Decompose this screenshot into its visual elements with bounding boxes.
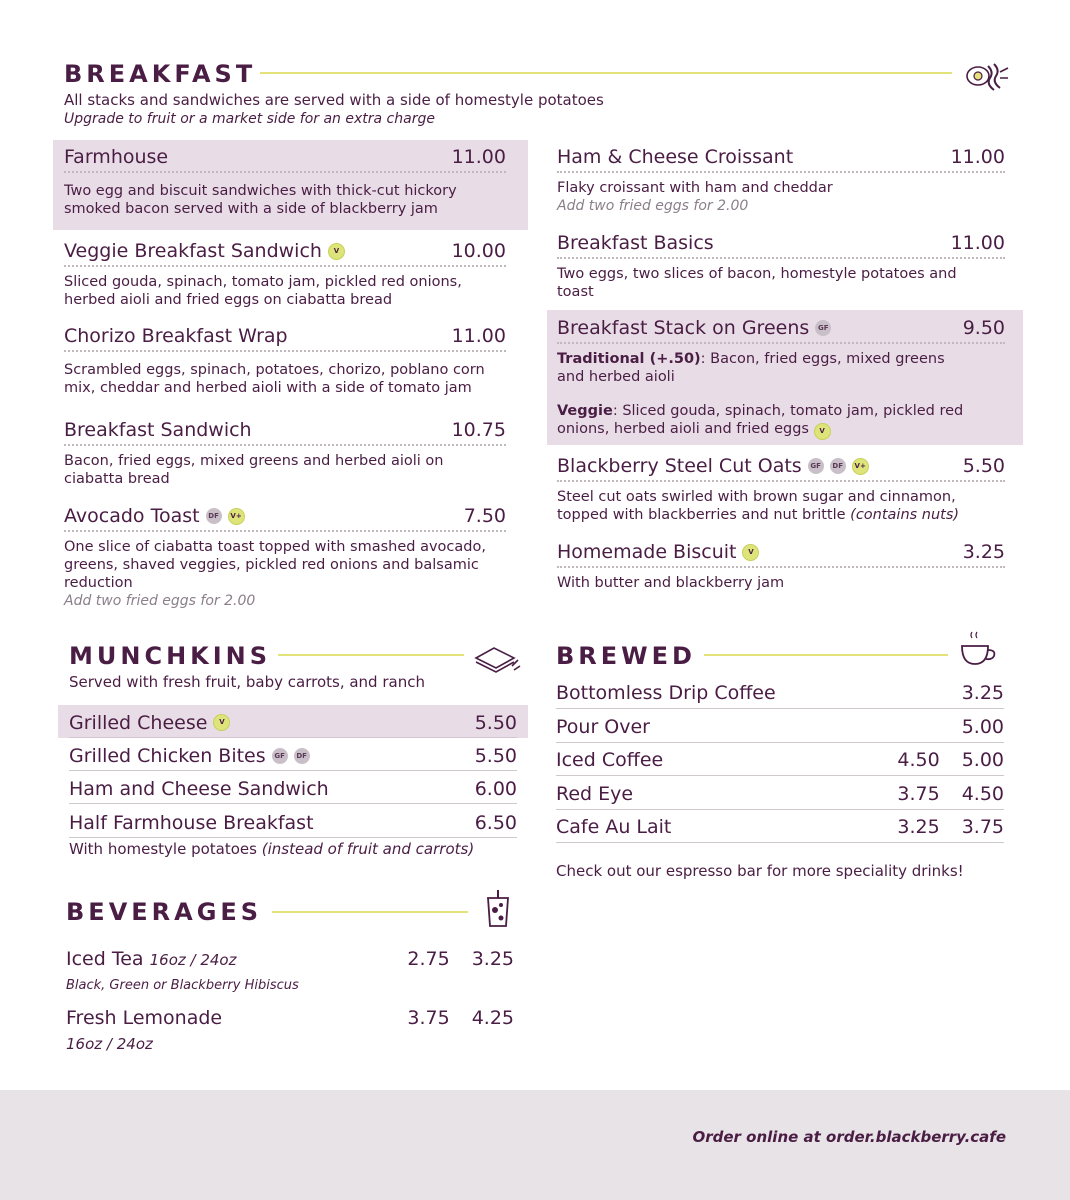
item-name: Half Farmhouse Breakfast [69,811,314,834]
item-name: Pour Over [556,716,650,738]
munchkins-footnote [69,840,474,858]
footnote-text: With homestyle potatoes [69,840,257,858]
item-addon: Add two fried eggs for 2.00 [64,593,256,609]
item-name: Homemade Biscuit [557,541,737,563]
item-note: 16oz / 24oz [66,1035,153,1053]
item-name: Breakfast Basics [557,232,714,254]
item-price-small: 2.75 [407,948,450,970]
item-description: One slice of ciabatta toast topped with smashed avocado, greens, shaved veggies, pickled red onions and balsamic reduction [64,539,486,591]
item-price: 5.00 [961,716,1004,738]
item-price-small: 4.50 [897,749,940,771]
munchkins-subtitle: Served with fresh fruit, baby carrots, and ranch [69,673,425,691]
menu-item-homemade-biscuit [557,541,1005,592]
menu-item-blackberry-steel-cut-oats [557,455,1005,524]
item-price: 11.00 [451,325,506,347]
coffee-cup-icon [958,630,1000,670]
item-price-small: 3.25 [897,816,940,838]
munchkins-item-ham-and-cheese-sandwich [69,774,517,804]
item-price: 3.25 [962,541,1005,563]
breakfast-title: BREAKFAST [64,60,257,88]
munchkins-rule [278,654,464,656]
menu-item-breakfast-basics [557,232,1005,301]
item-price-large: 4.50 [961,783,1004,805]
egg-bacon-icon [964,58,1012,94]
item-name: Veggie Breakfast Sandwich [64,240,322,262]
item-description: Two egg and biscuit sandwiches with thick-cut hickory smoked bacon served with a side of blackberry jam [64,183,457,217]
item-name: Red Eye [556,783,634,805]
menu-item-avocado-toast [64,505,506,609]
item-name: Fresh Lemonade [66,1007,223,1029]
order-online-link[interactable]: Order online at order.blackberry.cafe [692,1128,1006,1146]
vegan-badge: V+ [852,458,869,475]
beverage-item-iced-tea [66,948,514,993]
item-price: 11.00 [451,146,506,168]
vegetarian-badge: V [213,714,230,731]
gluten-free-badge: GF [808,458,824,474]
brewed-item-iced-coffee [556,745,1004,776]
gluten-free-badge: GF [815,320,831,336]
item-description: Sliced gouda, spinach, tomato jam, pickled red onions, herbed aioli and fried eggs on ciabatta bread [64,274,462,308]
item-note: Black, Green or Blackberry Hibiscus [66,978,299,993]
gluten-free-badge: GF [272,748,288,764]
item-price: 10.75 [451,419,506,441]
item-price: 7.50 [463,505,506,527]
item-name: Grilled Cheese [69,711,208,734]
beverage-item-fresh-lemonade [66,1007,514,1053]
item-name: Iced Coffee [556,749,664,771]
item-description: Two eggs, two slices of bacon, homestyle potatoes and toast [557,266,957,300]
item-price: 11.00 [950,146,1005,168]
item-description-traditional [557,350,957,386]
vegan-badge: V+ [228,508,245,525]
brewed-item-bottomless-drip-coffee [556,678,1004,709]
item-price-large: 3.75 [961,816,1004,838]
item-name: Bottomless Drip Coffee [556,682,776,704]
breakfast-subtitle: All stacks and sandwiches are served with a side of homestyle potatoes [64,91,604,109]
brewed-title: BREWED [556,642,696,670]
munchkins-title: MUNCHKINS [69,642,272,670]
traditional-label: Traditional (+.50) [557,351,701,367]
item-price: 10.00 [451,240,506,262]
dairy-free-badge: DF [294,748,310,764]
item-price: 6.50 [474,811,517,834]
menu-item-ham-cheese-croissant [557,146,1005,214]
menu-item-farmhouse [64,146,506,218]
brewed-note: Check out our espresso bar for more speciality drinks! [556,862,964,880]
item-price: 11.00 [950,232,1005,254]
item-price: 9.50 [962,317,1005,339]
item-price-large: 3.25 [471,948,514,970]
item-description: Bacon, fried eggs, mixed greens and herbed aioli on ciabatta bread [64,453,444,487]
munchkins-item-grilled-chicken-bites [69,741,517,771]
item-description-veggie [557,402,977,440]
item-price: 3.25 [961,682,1004,704]
vegetarian-badge: V [742,544,759,561]
brewed-item-cafe-au-lait [556,812,1004,843]
dairy-free-badge: DF [830,458,846,474]
item-description: Scrambled eggs, spinach, potatoes, chorizo, poblano corn mix, cheddar and herbed aioli with a side of tomato jam [64,362,485,396]
menu-item-breakfast-stack-on-greens [557,317,1005,440]
sandwich-icon [472,640,522,676]
munchkins-item-grilled-cheese [69,708,517,738]
veggie-text: : Sliced gouda, spinach, tomato jam, pickled red onions, herbed aioli and fried eggs [557,403,964,437]
item-name: Chorizo Breakfast Wrap [64,325,288,347]
menu-item-veggie-breakfast-sandwich [64,240,506,309]
item-price-large: 4.25 [471,1007,514,1029]
brewed-item-pour-over [556,712,1004,743]
item-price-small: 3.75 [897,783,940,805]
item-addon: Add two fried eggs for 2.00 [557,198,749,214]
item-name: Cafe Au Lait [556,816,672,838]
item-name: Breakfast Stack on Greens [557,317,810,339]
footnote-note: (instead of fruit and carrots) [261,840,475,858]
item-price: 5.50 [962,455,1005,477]
brewed-rule [704,654,948,656]
item-price-small: 3.75 [407,1007,450,1029]
item-name: Avocado Toast [64,505,200,527]
item-description [557,488,1005,524]
item-price: 5.50 [474,744,517,767]
item-size: 16oz / 24oz [149,951,237,969]
dairy-free-badge: DF [206,508,222,524]
item-price: 6.00 [474,777,517,800]
munchkins-item-half-farmhouse-breakfast [69,808,517,838]
item-price: 5.50 [474,711,517,734]
beverages-rule [272,911,468,913]
item-price-large: 5.00 [961,749,1004,771]
veggie-label: Veggie [557,403,613,419]
breakfast-note: Upgrade to fruit or a market side for an extra charge [64,111,435,127]
vegetarian-badge: V [814,423,831,440]
item-description-note: (contains nuts) [850,507,960,523]
item-description: With butter and blackberry jam [557,575,785,591]
breakfast-rule [260,72,952,74]
item-name: Breakfast Sandwich [64,419,252,441]
brewed-item-red-eye [556,779,1004,810]
item-name: Ham & Cheese Croissant [557,146,794,168]
item-name: Blackberry Steel Cut Oats [557,455,802,477]
beverages-title: BEVERAGES [66,898,263,926]
item-description: Flaky croissant with ham and cheddar [557,180,833,196]
vegetarian-badge: V [328,243,345,260]
iced-drink-icon [480,888,516,930]
item-name: Farmhouse [64,146,169,168]
item-name: Ham and Cheese Sandwich [69,777,329,800]
item-name: Grilled Chicken Bites [69,744,266,767]
item-description-text: Steel cut oats swirled with brown sugar and cinnamon, topped with blackberries and nut brittle [557,489,956,523]
traditional-text: : Bacon, fried eggs, mixed greens and herbed aioli [557,351,945,385]
menu-item-breakfast-sandwich [64,419,506,488]
item-name: Iced Tea [66,948,144,970]
menu-item-chorizo-breakfast-wrap [64,325,506,397]
